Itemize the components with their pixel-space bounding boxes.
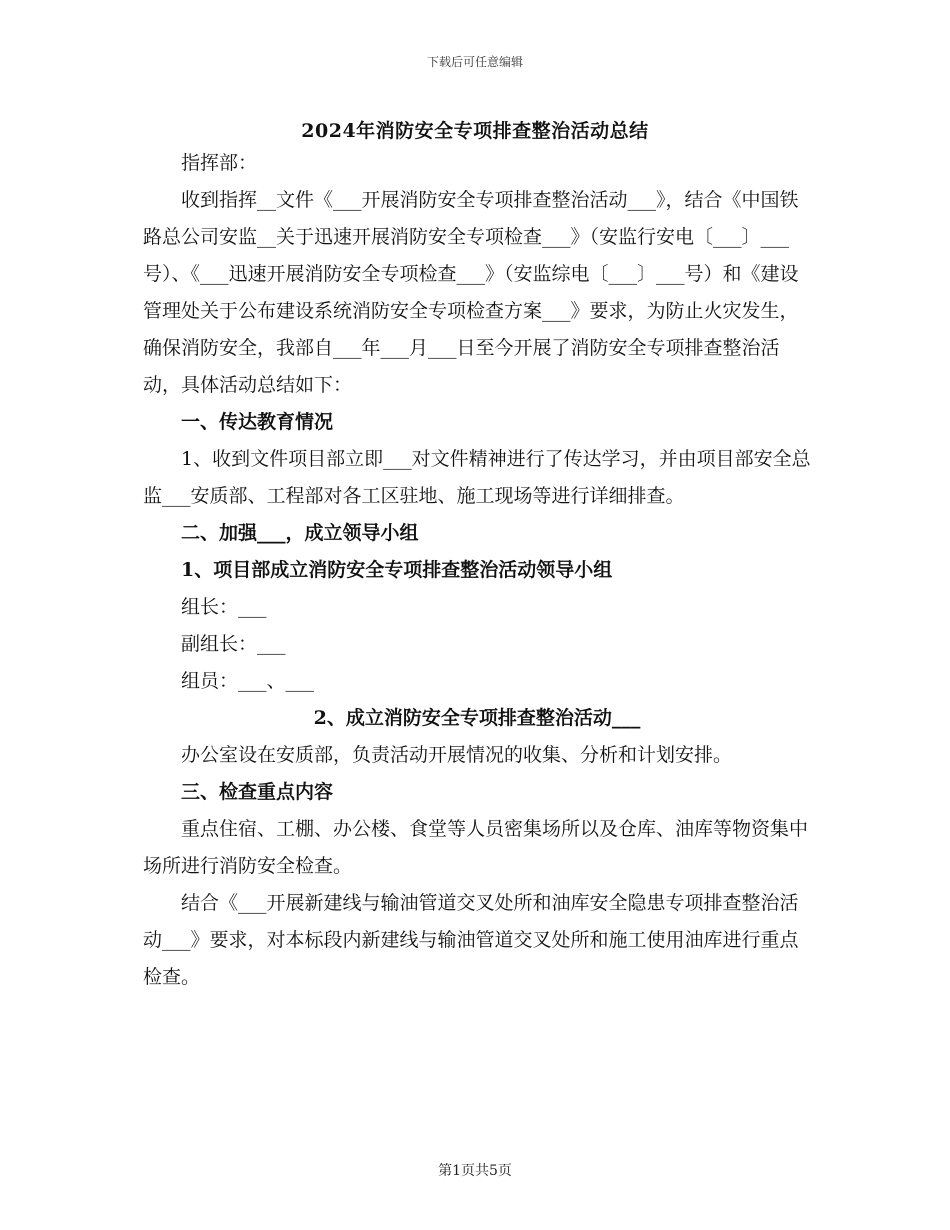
members-line: 组员：___、___ — [181, 670, 315, 692]
intro-paragraph: 收到指挥__文件《___开展消防安全专项排查整治活动___》，结合《中国铁路总公司安监__关于迅速开展消防安全专项检查___》（安监行安电〔___〕___号）、《___迅速开展消防安全专项检查___》（安监综电〔___〕___号）和《建设管理处关于公布建设系统消防安全专项检查方案___》要求，为防止火灾发生，确保消防安全，我部自___年___月___日至今开展了消防安全专项排查整治活动，具体活动总结如下： — [143, 189, 799, 396]
document-title: 2024年消防安全专项排查整治活动总结 — [301, 120, 649, 142]
office-paragraph: 办公室设在安质部，负责活动开展情况的收集、分析和计划安排。 — [181, 744, 733, 766]
section-3-paragraph-1: 重点住宿、工棚、办公楼、食堂等人员密集场所以及仓库、油库等物资集中场所进行消防安全检查。 — [143, 818, 809, 877]
page-header-note: 下载后可任意编辑 — [426, 55, 523, 69]
document-body — [143, 145, 811, 996]
section-heading-3: 三、检查重点内容 — [181, 781, 334, 803]
section-heading-1: 一、传达教育情况 — [181, 411, 334, 433]
section-1-paragraph: 1、收到文件项目部立即___对文件精神进行了传达学习，并由项目部安全总监___安质部、工程部对各工区驻地、施工现场等进行详细排查。 — [143, 448, 811, 507]
salutation: 指挥部： — [181, 152, 258, 174]
subsection-heading-2-1: 1、项目部成立消防安全专项排查整治活动领导小组 — [181, 559, 613, 581]
subsection-heading-2-2: 2、成立消防安全专项排查整治活动___ — [313, 707, 641, 729]
deputy-leader-line: 副组长：___ — [181, 633, 286, 655]
section-3-paragraph-2: 结合《___开展新建线与输油管道交叉处所和油库安全隐患专项排查整治活动___》要求，对本标段内新建线与输油管道交叉处所和施工使用油库进行重点检查。 — [143, 892, 799, 988]
section-heading-2: 二、加强___，成立领导小组 — [181, 522, 419, 544]
group-leader-line: 组长：___ — [181, 596, 267, 618]
page-footer: 第1页共5页 — [438, 1163, 512, 1179]
